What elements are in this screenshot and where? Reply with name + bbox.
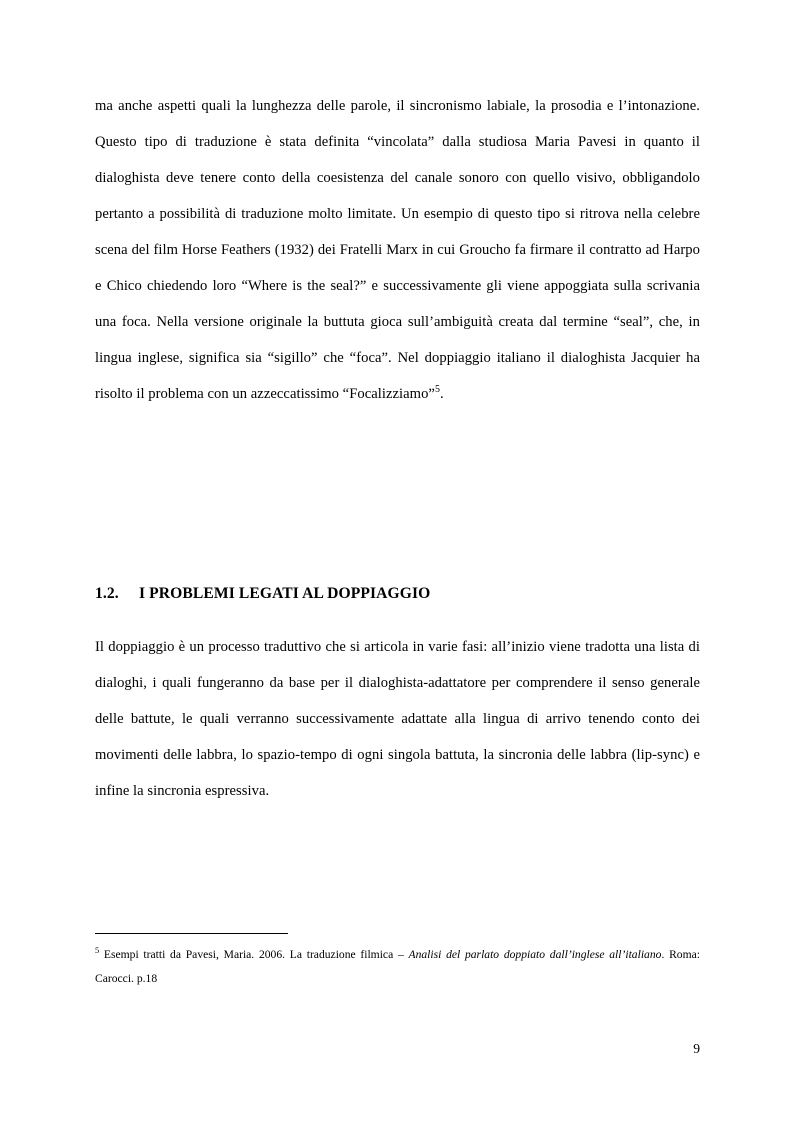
section-number: 1.2.	[95, 584, 119, 602]
paragraph-one-text: ma anche aspetti quali la lunghezza delle parole, il sincronismo labiale, la prosodia e l’intonazione. Questo tipo di traduzione è stata definita “vincolata” dalla studiosa Maria Pavesi in quanto il dialoghista deve tenere conto della coesistenza del canale sonoro con quello visivo, obbligandolo pertanto a possibilità di traduzione molto limitate. Un esempio di questo tipo si ritrova nella celebre scena del film Horse Feathers (1932) dei Fratelli Marx in cui Groucho fa firmare il contratto ad Harpo e Chico chiedendo loro “Where is the seal?” e successivamente gli viene appoggiata sulla scrivania una foca. Nella versione originale la buttuta gioca sull’ambiguità creata dal termine “seal”, che, in lingua inglese, significa sia “sigillo” che “foca”. Nel doppiaggio italiano il dialoghista Jacquier ha risolto il problema con un azzeccatissimo “Focalizziamo”	[95, 98, 700, 402]
footnote-block	[95, 933, 700, 991]
footnote-text-lead: Esempi tratti da Pavesi, Maria. 2006. La traduzione filmica –	[99, 948, 409, 961]
footnote-book-title: Analisi del parlato doppiato dall’inglese all’italiano	[408, 948, 662, 961]
footnote-number: 5	[95, 946, 100, 956]
footnote-separator-rule	[95, 933, 288, 934]
footnote-entry	[95, 943, 700, 991]
paragraph-one-container	[95, 88, 700, 412]
section-heading	[95, 583, 700, 605]
paragraph-one-text-tail: .	[440, 386, 444, 402]
paragraph-two: Il doppiaggio è un processo traduttivo che si articola in varie fasi: all’inizio viene tradotta una lista di dialoghi, i quali fungeranno da base per il dialoghista-adattatore per comprendere il senso generale delle battute, le quali verranno successivamente adattate alla lingua di arrivo tenendo conto dei movimenti delle labbra, lo spazio-tempo di ogni singola battuta, la sincronia delle labbra (lip-sync) e infine la sincronia espressiva.	[95, 639, 700, 799]
page-number: 9	[693, 1041, 700, 1056]
footnote-text-tail: . Roma: Carocci. p.18	[95, 948, 700, 985]
section-title: I PROBLEMI LEGATI AL DOPPIAGGIO	[139, 584, 431, 602]
paragraph-one	[95, 88, 700, 412]
footnote-reference-marker[interactable]: 5	[434, 384, 441, 396]
paragraph-two-container	[95, 629, 700, 809]
